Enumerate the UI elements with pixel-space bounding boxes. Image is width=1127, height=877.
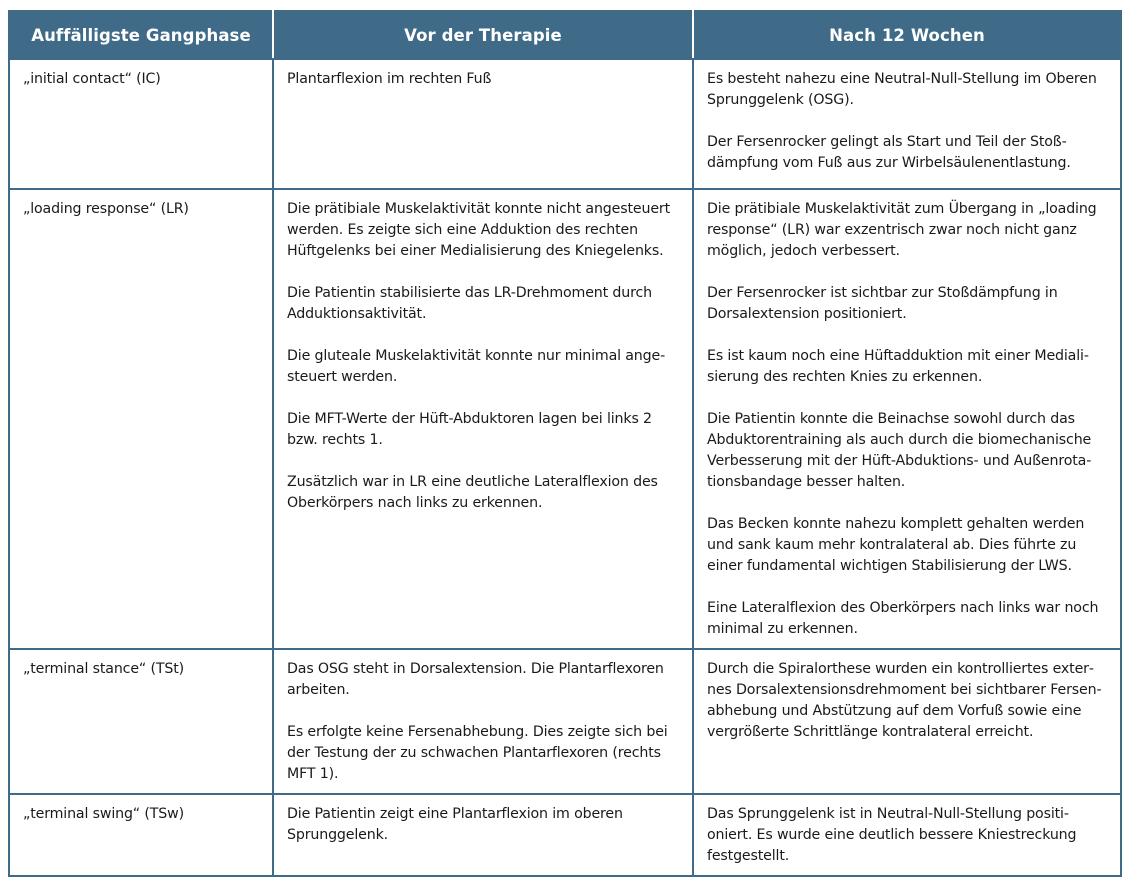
paragraph: Der Fersenrocker gelingt als Start und Teil der Stoßdämpfung vom Fuß aus zur Wirbelsäulenentlastung. (707, 134, 1071, 171)
cell-after (693, 189, 1121, 649)
phase-label: „terminal stance“ (TSt) (23, 661, 185, 677)
paragraph: Durch die Spiralorthese wurden ein kontrolliertes externes Dorsalextensionsdrehmoment bei sichtbarer Fersenabhebung und Abstützung auf dem Vorfuß sowie eine vergrößerte Schrittlänge kontralateral erreicht. (707, 661, 1102, 740)
paragraph: Das Sprunggelenk ist in Neutral-Null-Stellung positioniert. Es wurde eine deutlich bessere Kniestreckung festgestellt. (707, 806, 1077, 864)
gait-phase-table (8, 10, 1122, 877)
cell-after (693, 59, 1121, 189)
cell-after (693, 794, 1121, 876)
cell-before (273, 189, 693, 649)
cell-before (273, 59, 693, 189)
header-after-12-weeks: Nach 12 Wochen (693, 11, 1121, 59)
phase-label: „loading response“ (LR) (23, 201, 189, 217)
header-gait-phase: Auffälligste Gangphase (9, 11, 273, 59)
paragraph: Es erfolgte keine Fersenabhebung. Dies zeigte sich bei der Testung der zu schwachen Plantarflexoren (rechts MFT 1). (287, 724, 668, 782)
paragraph: Das Becken konnte nahezu komplett gehalten werden und sank kaum mehr kontralateral ab. Dies führte zu einer fundamental wichtigen Stabilisierung der LWS. (707, 516, 1085, 574)
paragraph: Die prätibiale Muskelaktivität konnte nicht angesteuert werden. Es zeigte sich eine Adduktion des rechten Hüftgelenks bei einer Medialisierung des Kniegelenks. (287, 201, 670, 259)
table-row-loading-response (9, 189, 1121, 649)
paragraph: Das OSG steht in Dorsalextension. Die Plantarflexoren arbeiten. (287, 661, 664, 698)
table-row-terminal-stance (9, 649, 1121, 794)
paragraph: Zusätzlich war in LR eine deutliche Lateralflexion des Oberkörpers nach links zu erkennen. (287, 474, 658, 511)
phase-label: „terminal swing“ (TSw) (23, 806, 184, 822)
paragraph: Die Patientin stabilisierte das LR-Drehmoment durch Adduktionsaktivität. (287, 285, 652, 322)
cell-after (693, 649, 1121, 794)
header-row (9, 11, 1121, 59)
cell-phase (9, 649, 273, 794)
paragraph: Es ist kaum noch eine Hüftadduktion mit einer Medialisierung des rechten Knies zu erkennen. (707, 348, 1089, 385)
paragraph: Die MFT-Werte der Hüft-Abduktoren lagen bei links 2 bzw. rechts 1. (287, 411, 652, 448)
cell-before (273, 649, 693, 794)
cell-phase (9, 189, 273, 649)
paragraph: Die gluteale Muskelaktivität konnte nur minimal angesteuert werden. (287, 348, 666, 385)
cell-before (273, 794, 693, 876)
paragraph: Die Patientin konnte die Beinachse sowohl durch das Abduktorentraining als auch durch die biomechanische Verbesserung mit der Hüft-Abduktions- und Außenrotationsbandage besser halten. (707, 411, 1092, 490)
table-row-initial-contact (9, 59, 1121, 189)
paragraph: Die prätibiale Muskelaktivität zum Übergang in „loading response“ (LR) war exzentrisch zwar noch nicht ganz möglich, jedoch verbessert. (707, 201, 1097, 259)
paragraph: Plantarflexion im rechten Fuß (287, 71, 492, 87)
header-before-therapy: Vor der Therapie (273, 11, 693, 59)
paragraph: Eine Lateralflexion des Oberkörpers nach links war noch minimal zu erkennen. (707, 600, 1099, 637)
table-row-terminal-swing (9, 794, 1121, 876)
paragraph: Es besteht nahezu eine Neutral-Null-Stellung im Oberen Sprunggelenk (OSG). (707, 71, 1097, 108)
paragraph: Die Patientin zeigt eine Plantarflexion im oberen Sprunggelenk. (287, 806, 623, 843)
paragraph: Der Fersenrocker ist sichtbar zur Stoßdämpfung in Dorsalextension positioniert. (707, 285, 1058, 322)
phase-label: „initial contact“ (IC) (23, 71, 161, 87)
cell-phase (9, 794, 273, 876)
cell-phase (9, 59, 273, 189)
